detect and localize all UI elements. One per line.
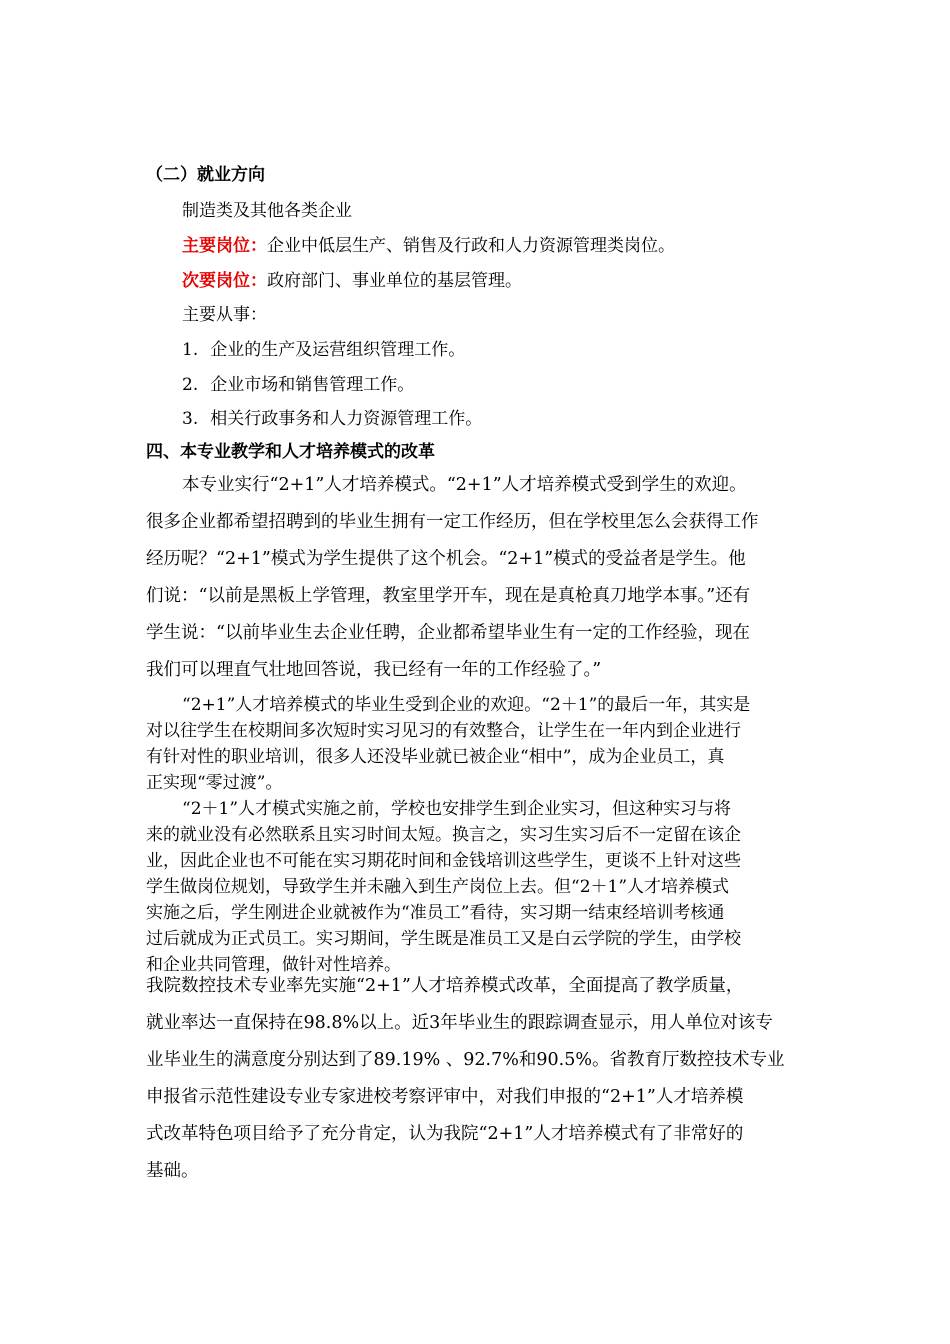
paragraph-line: 过后就成为正式员工。实习期间，学生既是准员工又是白云学院的学生，由学校 [146,929,741,949]
list-item-text: 企业的生产及运营组织管理工作。 [210,340,466,360]
paragraph-line: 正实现“零过渡”。 [146,773,283,793]
paragraph-line: 基础。 [146,1161,199,1181]
paragraph-line: 申报省示范性建设专业专家进校考察评审中，对我们申报的“2+1”人才培养模 [146,1087,744,1107]
list-item [182,404,482,429]
paragraph-line: 们说：“以前是黑板上学管理，教室里学开车，现在是真枪真刀地学本事。”还有 [146,586,751,606]
paragraph-line: “2＋1”人才模式实施之前，学校也安排学生到企业实习，但这种实习与将 [182,799,732,819]
secondary-post-text: 政府部门、事业单位的基层管理。 [267,271,522,291]
paragraph-line: 业毕业生的满意度分别达到了89.19% 、92.7%和90.5%。省教育厅数控技术专业 [146,1050,785,1070]
paragraph-line: 我们可以理直气壮地回答说，我已经有一年的工作经验了。” [146,660,602,680]
paragraph-line: 业，因此企业也不可能在实习期花时间和金钱培训这些学生，更谈不上针对这些 [146,851,741,871]
secondary-post-label: 次要岗位： [182,271,267,291]
paragraph-line: 经历呢？“2+1”模式为学生提供了这个机会。“2+1”模式的受益者是学生。他 [146,549,746,569]
paragraph-line: 来的就业没有必然联系且实习时间太短。换言之，实习生实习后不一定留在该企 [146,825,741,845]
list-item-number: 2. [182,375,199,395]
paragraph-line: 对以往学生在校期间多次短时实习见习的有效整合，让学生在一年内到企业进行 [146,721,741,741]
primary-post-text: 企业中低层生产、销售及行政和人力资源管理类岗位。 [267,236,675,256]
secondary-post-line [182,266,522,291]
list-item [182,370,414,395]
paragraph-line: 我院数控技术专业率先实施“2+1”人才培养模式改革，全面提高了教学质量， [146,976,744,996]
paragraph-line: 学生说：“以前毕业生去企业任聘，企业都希望毕业生有一定的工作经验，现在 [146,623,750,643]
industry-line: 制造类及其他各类企业 [182,201,352,221]
paragraph-line: 就业率达一直保持在98.8%以上。近3年毕业生的跟踪调查显示，用人单位对该专 [146,1013,773,1033]
paragraph-line: 实施之后，学生刚进企业就被作为“准员工”看待，实习期一结束经培训考核通 [146,903,725,923]
paragraph-line: 很多企业都希望招聘到的毕业生拥有一定工作经历，但在学校里怎么会获得工作 [146,512,759,532]
primary-post-line [182,231,675,256]
primary-post-label: 主要岗位： [182,236,267,256]
section-heading-employment: （二）就业方向 [146,165,265,185]
list-item-text: 相关行政事务和人力资源管理工作。 [210,409,483,429]
paragraph-line: 式改革特色项目给予了充分肯定，认为我院“2+1”人才培养模式有了非常好的 [146,1124,744,1144]
paragraph-line: 学生做岗位规划，导致学生并未融入到生产岗位上去。但“2＋1”人才培养模式 [146,877,730,897]
duties-intro: 主要从事： [182,305,267,325]
list-item-text: 企业市场和销售管理工作。 [210,375,415,395]
paragraph-line: 和企业共同管理，做针对性培养。 [146,955,401,975]
list-item [182,335,465,360]
paragraph-line: 有针对性的职业培训，很多人还没毕业就已被企业“相中”，成为企业员工，真 [146,747,725,767]
section-heading-reform: 四、本专业教学和人才培养模式的改革 [146,442,435,462]
paragraph-line: “2+1”人才培养模式的毕业生受到企业的欢迎。“2＋1”的最后一年，其实是 [182,695,751,715]
list-item-number: 3. [182,409,199,429]
list-item-number: 1. [182,340,199,360]
paragraph-line: 本专业实行“2+1”人才培养模式。“2+1”人才培养模式受到学生的欢迎。 [182,475,747,495]
